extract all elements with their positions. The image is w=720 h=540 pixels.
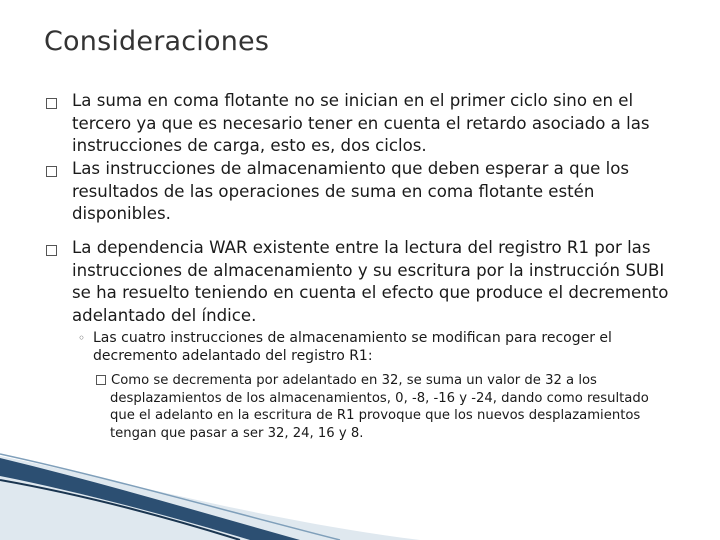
third-bullet-text: Como se decrementa por adelantado en 32, se suma un valor de 32 a los desplazamientos de los almacenamientos, 0, -8, -16 y -24, dando como resultado que el adelanto en la escritura de R1 provoque que los nuevos desplazamientos tengan que pasar a ser 32, 24, 16 y 8. xyxy=(110,373,649,441)
circle-bullet-icon: ◦ xyxy=(78,331,86,345)
bullet-text: La dependencia WAR existente entre la lectura del registro R1 por las instrucciones de almacenamiento y su escritura por la instrucción SUBI se ha resuelto teniendo en cuenta el efecto que produce el decremento adelantado del índice. xyxy=(72,238,669,325)
sub-bullet-text: Las cuatro instrucciones de almacenamiento se modifican para recoger el decremento adelantado del registro R1: xyxy=(93,330,612,364)
bullet-square-icon xyxy=(46,245,57,256)
decorative-swoosh xyxy=(0,420,720,540)
bullet-square-icon xyxy=(96,375,106,385)
sub-bullet xyxy=(78,330,690,365)
bullet-text: Las instrucciones de almacenamiento que deben esperar a que los resultados de las operaciones de suma en coma flotante estén disponibles. xyxy=(72,159,630,224)
bullet-text: La suma en coma flotante no se inician en el primer ciclo sino en el tercero ya que es necesario tener en cuenta el retardo asociado a las instrucciones de carga, esto es, dos ciclos. xyxy=(72,91,650,156)
bullet-square-icon xyxy=(46,98,57,109)
slide-title: Consideraciones xyxy=(44,26,270,57)
bullet-square-icon xyxy=(46,166,57,177)
